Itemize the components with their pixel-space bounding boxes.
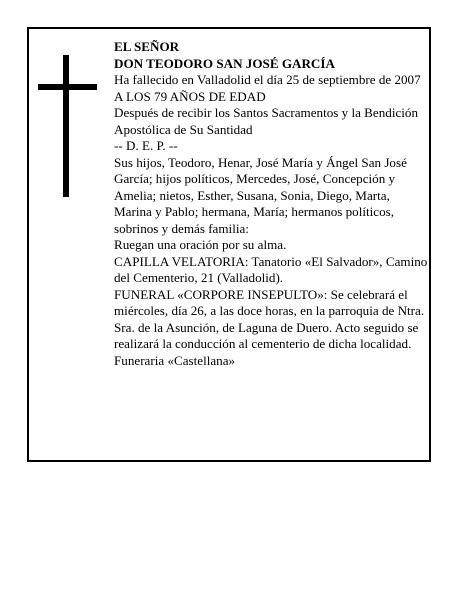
cross-horizontal-bar: [38, 84, 97, 90]
obituary-text: [114, 39, 428, 369]
rest-in-peace-line: -- D. E. P. --: [114, 138, 178, 153]
deceased-name: DON TEODORO SAN JOSÉ GARCÍA: [114, 55, 335, 71]
family-list: Sus hijos, Teodoro, Henar, José María y Ángel San José García; hijos políticos, Mercedes, José, Concepción y Amelia; nietos, Esther, Susana, Sonia, Diego, Marta, Marina y Pablo; hermana, María; hermanos políticos, sobrinos y demás familia:: [114, 154, 407, 236]
sacraments-statement: Después de recibir los Santos Sacramentos y la Bendición Apostólica de Su Santidad: [114, 105, 418, 137]
funeral-information: FUNERAL «CORPORE INSEPULTO»: Se celebrará el miércoles, día 26, a las doce horas, en la parroquia de Ntra. Sra. de la Asunción, de Laguna de Duero. Acto seguido se realizará la conducción al cementerio de dicha localidad.: [114, 286, 425, 351]
funeral-home: Funeraria «Castellana»: [114, 352, 236, 368]
prayer-request: Ruegan una oración por su alma.: [114, 237, 287, 252]
chapel-information: CAPILLA VELATORIA: Tanatorio «El Salvador», Camino del Cementerio, 21 (Valladolid).: [114, 253, 428, 285]
age-statement: A LOS 79 AÑOS DE EDAD: [114, 88, 266, 104]
notice-heading: EL SEÑOR: [114, 39, 180, 54]
death-statement: Ha fallecido en Valladolid el día 25 de septiembre de 2007: [114, 72, 421, 87]
cross-vertical-bar: [63, 55, 69, 197]
